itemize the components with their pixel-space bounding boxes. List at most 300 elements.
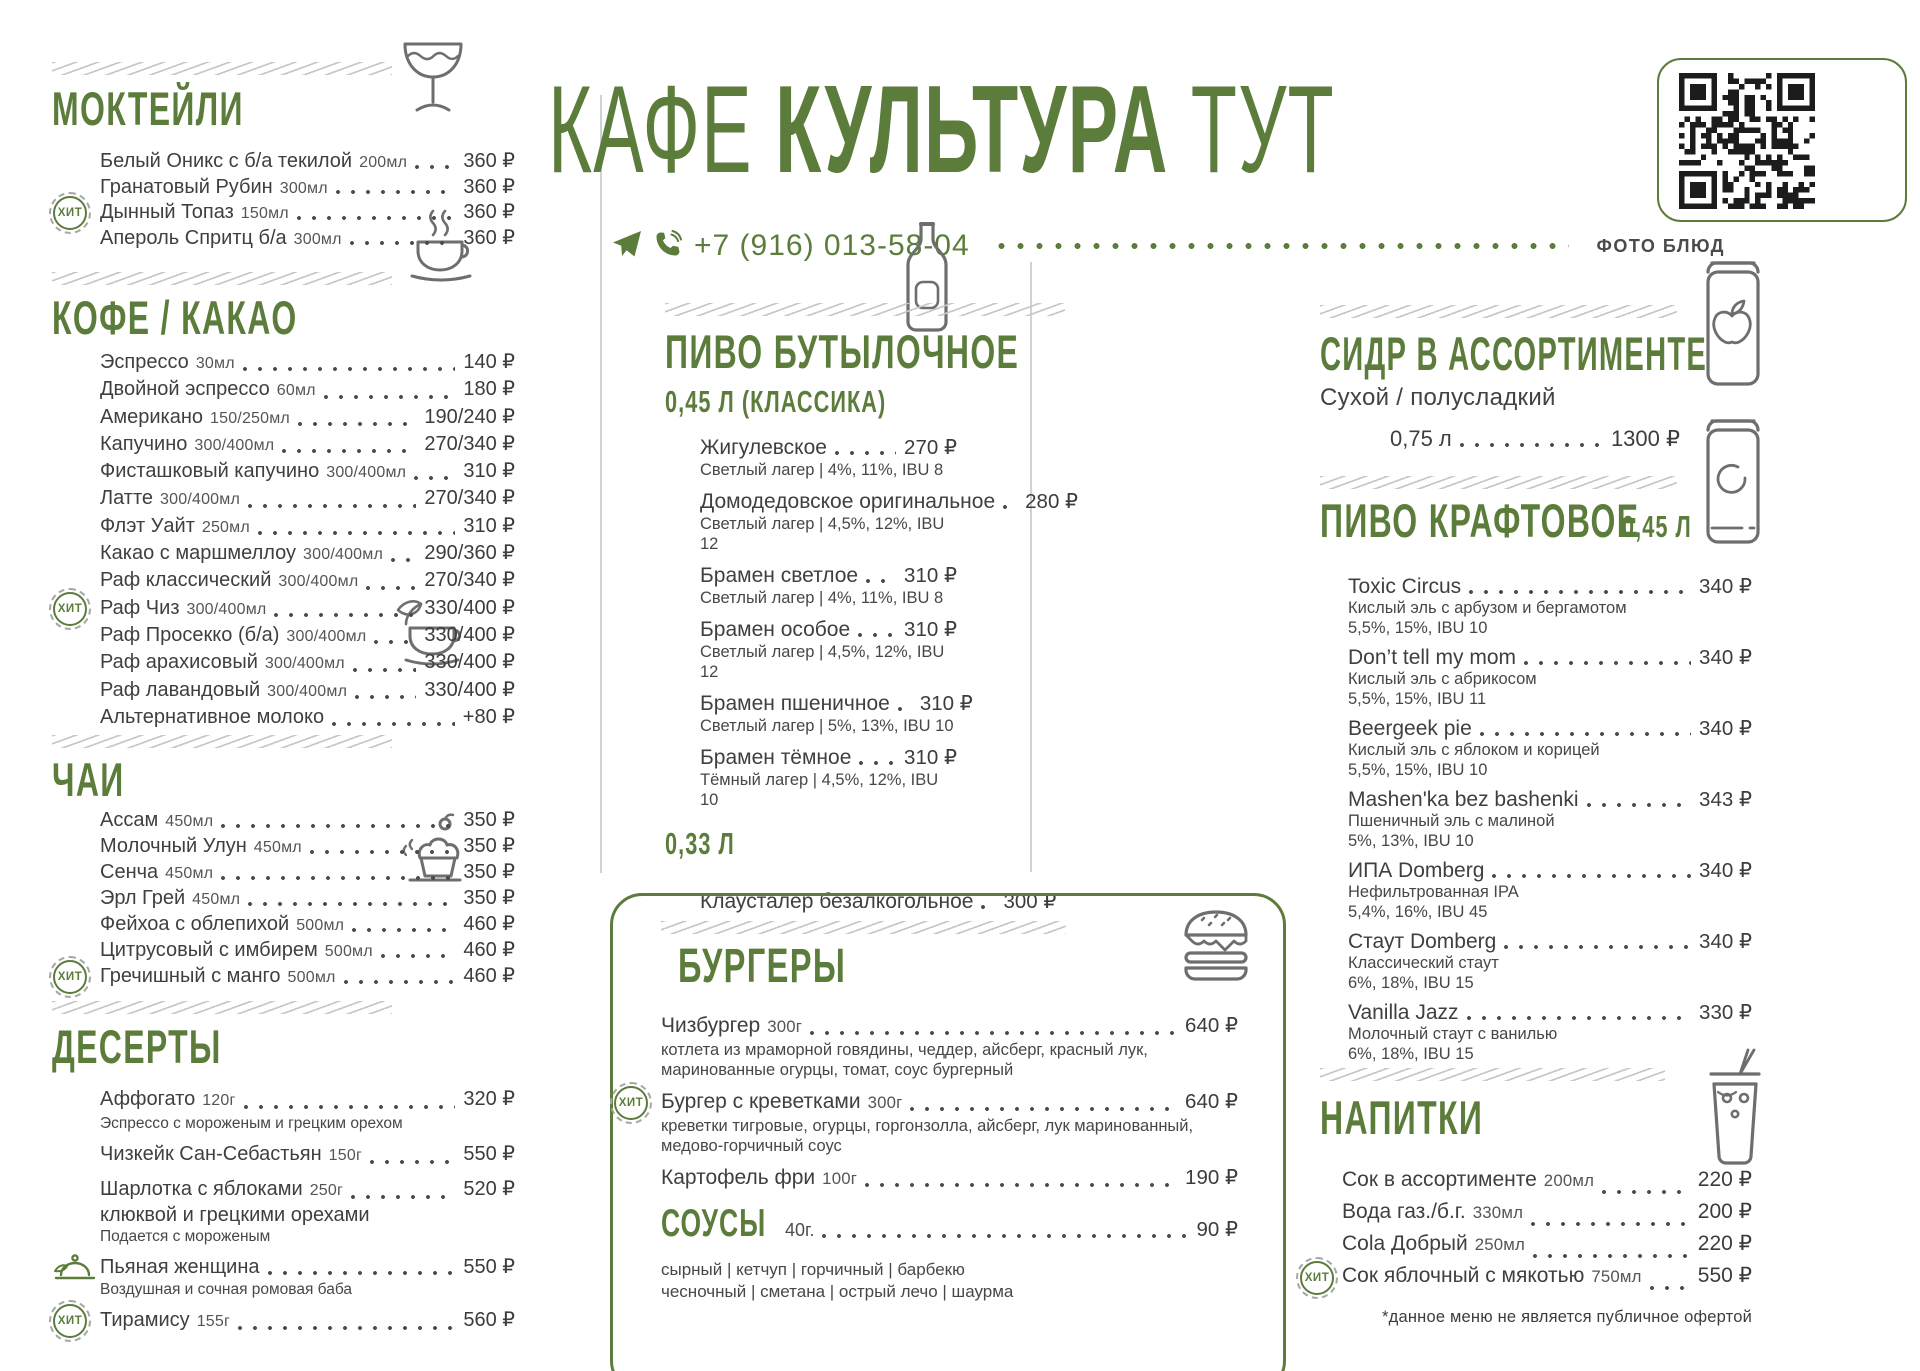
item-name: Раф классический 300/400мл [100, 569, 359, 592]
section-title: КОФЕ / КАКАО [52, 291, 298, 344]
item-main-line [100, 1254, 515, 1280]
menu-item-row [100, 148, 515, 174]
dotted-leader [1003, 505, 1017, 509]
hit-badge [53, 1251, 93, 1291]
dotted-leader [1531, 1222, 1690, 1226]
item-price: 310 ₽ [904, 746, 957, 769]
item-price: 340 ₽ [1699, 859, 1752, 882]
section-title: СОУСЫ [661, 1202, 767, 1245]
menu-item-row [1320, 574, 1752, 638]
dotted-leader [1504, 945, 1691, 949]
item-name: Брамен тёмное [700, 746, 852, 769]
dotted-leader [1480, 732, 1691, 736]
sauce-options-line1: сырный | кетчуп | горчичный | барбекю [661, 1260, 965, 1279]
item-description: Светлый лагер | 4,5%, 12%, IBU 12 [700, 643, 945, 681]
item-price: 270/340 ₽ [424, 569, 515, 592]
item-price: 340 ₽ [1699, 575, 1752, 598]
menu-item-row [665, 563, 957, 608]
item-list [50, 807, 515, 989]
item-main-line [1348, 858, 1752, 883]
dotted-leader [858, 633, 896, 637]
menu-item-row [665, 745, 957, 810]
section-volume: 0,45 Л [1622, 509, 1692, 544]
item-price: 310 ₽ [904, 618, 957, 641]
menu-item-row [1320, 858, 1752, 922]
sauce-price: 90 ₽ [1196, 1218, 1238, 1241]
menu-item-row [618, 1089, 1238, 1156]
item-description: Светлый лагер | 5%, 13%, IBU 10 [700, 717, 954, 735]
item-main-line [1348, 574, 1752, 599]
menu-item-row [665, 489, 1079, 554]
item-description: креветки тигровые, огурцы, горгонзолла, айсберг, лук маринованный, медово-горчичный соус [661, 1117, 1194, 1155]
item-name: Брамен пшеничное [700, 692, 890, 715]
item-name-line2: клюквой и грецкими орехами [100, 1204, 370, 1227]
dotted-leader [370, 1160, 455, 1164]
dotted-leader [248, 504, 416, 508]
section-divider [1320, 305, 1677, 318]
item-name: Вода газ./б.г. 330мл [1342, 1200, 1524, 1223]
dotted-leader [810, 1031, 1177, 1035]
item-list [665, 435, 1079, 810]
item-name: Домодедовское оригинальное [700, 490, 996, 513]
section-heading-row [1320, 494, 1752, 547]
dotted-leader [258, 531, 455, 535]
section-teas [50, 735, 515, 989]
dotted-leader [391, 558, 416, 562]
item-main-line [700, 617, 957, 642]
dotted-leader [1533, 1254, 1690, 1258]
left-column [50, 62, 515, 1342]
legal-footnote: *данное меню не является публичное офертой [1382, 1308, 1752, 1326]
item-name: Брамен особое [700, 618, 851, 641]
dotted-leader [221, 876, 455, 880]
dotted-leader [351, 1195, 455, 1199]
menu-item-row [661, 1165, 1238, 1192]
item-name: Фисташковый капучино 300/400мл [100, 460, 407, 483]
item-price: 343 ₽ [1699, 788, 1752, 811]
item-description: котлета из мраморной говядины, чеддер, айсберг, красный лук, маринованные огурцы, томат, соус бургерный [661, 1041, 1148, 1079]
item-price: 350 ₽ [463, 861, 515, 884]
hit-badge: ХИТ [53, 960, 93, 1000]
menu-item-row [57, 199, 515, 225]
menu-item-row [1320, 1000, 1752, 1064]
sauce-options-line2: чесночный | сметана | острый лечо | шаурма [661, 1282, 1014, 1301]
item-name: Гречишный с манго 500мл [100, 965, 336, 988]
dotted-leader [238, 1326, 455, 1330]
item-price: 270/340 ₽ [424, 432, 515, 455]
item-price: 360 ₽ [463, 201, 515, 223]
item-price: 360 ₽ [463, 150, 515, 172]
item-price: 290/360 ₽ [424, 542, 515, 565]
item-price: 350 ₽ [463, 887, 515, 910]
item-name: Цитрусовый с имбирем 500мл [100, 939, 373, 962]
section-title: ПИВО БУТЫЛОЧНОЕ [665, 325, 1020, 378]
item-name: Сок в ассортименте 200мл [1342, 1168, 1595, 1191]
item-price: 200 ₽ [1697, 1200, 1752, 1223]
item-price: 350 ₽ [463, 809, 515, 832]
menu-item-row [1320, 929, 1752, 993]
item-name: Тирамису 155г [100, 1309, 231, 1332]
item-name: Американо 150/250мл [100, 405, 290, 428]
menu-item-row [100, 704, 515, 731]
dotted-leader [822, 1234, 1188, 1238]
item-price: 460 ₽ [463, 965, 515, 988]
item-name: Гранатовый Рубин 300мл [100, 175, 328, 198]
section-divider [52, 62, 392, 75]
item-name: Белый Оникс с б/а текилой 200мл [100, 150, 408, 172]
item-name: Vanilla Jazz [1348, 1001, 1459, 1024]
item-specs: 6%, 18%, IBU 15 [1348, 973, 1474, 992]
menu-item-row [1342, 1199, 1752, 1231]
item-price: 640 ₽ [1185, 1014, 1238, 1037]
item-name: Какао с маршмеллоу 300/400мл [100, 542, 384, 565]
item-list [50, 148, 515, 250]
item-name: Флэт Уайт 250мл [100, 514, 250, 537]
menu-item-row [665, 435, 957, 480]
section-bottled-beer [665, 303, 1079, 914]
item-name: Картофель фри 100г [661, 1166, 858, 1189]
item-main-line [1348, 1000, 1752, 1025]
section-coffee [50, 272, 515, 731]
menu-item-row [57, 1307, 515, 1335]
item-specs: 5,4%, 16%, IBU 45 [1348, 902, 1488, 921]
item-name: Латте 300/400мл [100, 487, 241, 510]
item-name: Альтернативное молоко [100, 705, 325, 728]
section-desserts [50, 1001, 515, 1335]
dotted-leader [1467, 1016, 1692, 1020]
dotted-leader [324, 395, 456, 399]
menu-item-row [1320, 787, 1752, 851]
item-price: 1300 ₽ [1610, 426, 1680, 451]
qr-code-frame [1657, 58, 1907, 222]
item-name: Дынный Топаз 150мл [100, 201, 289, 223]
item-price: 330/400 ₽ [424, 678, 515, 701]
item-list [1304, 1167, 1752, 1295]
column-divider-left [600, 95, 602, 873]
dotted-leader [859, 761, 896, 765]
menu-item-row [100, 404, 515, 431]
item-specs: 5%, 13%, IBU 10 [1348, 831, 1474, 850]
item-price: 220 ₽ [1697, 1168, 1752, 1191]
dotted-leader [1587, 803, 1692, 807]
item-description: Подается с мороженым [100, 1228, 271, 1246]
phone-number[interactable]: +7 (916) 013-58-04 [694, 229, 970, 262]
item-price: 350 ₽ [463, 835, 515, 858]
dotted-leader [344, 980, 456, 984]
menu-item-row [665, 691, 973, 736]
item-name: Ассам 450мл [100, 809, 214, 832]
section-title: ЧАИ [52, 753, 125, 807]
dotted-leader [414, 476, 455, 480]
item-specs: 6%, 18%, IBU 15 [1348, 1044, 1474, 1063]
item-name: Cola Добрый 250мл [1342, 1232, 1526, 1255]
menu-item-row [100, 807, 515, 833]
title-word-tut: ТУТ [1190, 61, 1335, 199]
phone-icon [654, 230, 682, 263]
item-name: Раф Чиз 300/400мл [100, 596, 267, 619]
item-name: Шарлотка с яблоками 250г [100, 1178, 344, 1201]
item-price: 550 ₽ [1697, 1264, 1752, 1287]
item-list [50, 1086, 515, 1335]
dotted-leader [297, 216, 456, 220]
item-name: Аффогато 120г [100, 1088, 236, 1111]
hit-badge: ХИТ [1300, 1261, 1340, 1301]
title-word-kultura: КУЛЬТУРА [775, 61, 1169, 199]
item-price: 270 ₽ [904, 436, 957, 459]
item-price: 550 ₽ [463, 1143, 515, 1166]
item-price: 310 ₽ [463, 514, 515, 537]
menu-item-row [661, 1013, 1238, 1080]
item-price: 320 ₽ [463, 1088, 515, 1111]
item-price: 220 ₽ [1697, 1232, 1752, 1255]
menu-item-row [57, 963, 515, 989]
section-divider [1320, 476, 1677, 489]
item-main-line [1348, 787, 1752, 812]
dotted-leader [298, 422, 416, 426]
item-name: Бургер с креветками 300г [661, 1090, 903, 1113]
menu-item-row [100, 937, 515, 963]
item-price: 330 ₽ [1699, 1001, 1752, 1024]
item-description: Кислый эль с абрикосом [1348, 670, 1537, 688]
dotted-leader [366, 586, 416, 590]
hit-badge: ХИТ [614, 1086, 654, 1126]
menu-item-row [100, 349, 515, 376]
section-divider [665, 303, 1065, 316]
item-description: Тёмный лагер | 4,5%, 12%, IBU 10 [700, 771, 939, 809]
sauces-heading-row [661, 1204, 1238, 1243]
menu-item-row [665, 617, 957, 682]
section-title: ДЕСЕРТЫ [52, 1020, 222, 1074]
menu-item-row [1342, 1231, 1752, 1263]
dotted-leader [243, 367, 456, 371]
menu-item-row [100, 513, 515, 540]
item-name: Toxic Circus [1348, 575, 1462, 598]
menu-item-row [100, 376, 515, 403]
item-name: Сок яблочный с мякотью 750мл [1342, 1264, 1642, 1287]
hit-badge: ХИТ [53, 592, 93, 632]
item-price: 190 ₽ [1185, 1166, 1238, 1189]
menu-item-row [100, 1176, 515, 1247]
menu-item-row [100, 485, 515, 512]
item-name: Брамен светлое [700, 564, 859, 587]
item-main-line [100, 1086, 515, 1114]
dotted-leader [274, 613, 416, 617]
dotted-leader [244, 1105, 456, 1109]
dotted-leader [221, 824, 455, 828]
section-divider [52, 735, 392, 748]
dotted-leader [353, 668, 417, 672]
dotted-leader [332, 722, 455, 726]
dotted-leader [910, 1107, 1177, 1111]
item-name: Эспрессо 30мл [100, 351, 235, 373]
dotted-leader-green [998, 242, 1569, 250]
menu-item-row [100, 833, 515, 859]
item-description: Кислый эль с яблоком и корицей [1348, 741, 1600, 759]
telegram-icon [612, 230, 642, 263]
item-name: Раф лавандовый 300/400мл [100, 678, 348, 701]
item-description: Классический стаут [1348, 954, 1499, 972]
menu-item-row [100, 540, 515, 567]
item-name: Раф Просекко (б/а) 300/400мл [100, 623, 367, 646]
item-name: Капучино 300/400мл [100, 432, 275, 455]
dotted-leader [1460, 443, 1603, 447]
menu-item-row [100, 431, 515, 458]
item-name: Стаут Domberg [1348, 930, 1497, 953]
item-main-line [1348, 929, 1752, 954]
item-price: 520 ₽ [463, 1178, 515, 1201]
item-price: 460 ₽ [463, 913, 515, 936]
item-price: 640 ₽ [1185, 1090, 1238, 1113]
item-price: 300 ₽ [1003, 890, 1057, 913]
item-main-line [1348, 645, 1752, 670]
item-list [1320, 574, 1752, 1064]
item-price: 310 ₽ [919, 692, 973, 715]
dotted-leader [310, 850, 456, 854]
section-title: СИДР В АССОРТИМЕНТЕ [1320, 327, 1708, 380]
menu-item-row [1320, 716, 1752, 780]
item-price: 190/240 ₽ [424, 405, 515, 428]
item-description: Эспрессо с мороженым и грецким орехом [100, 1115, 403, 1133]
dotted-leader [865, 1183, 1177, 1187]
item-main-line [700, 489, 1079, 514]
section-divider [52, 1001, 392, 1014]
sauce-size: 40г. [785, 1220, 815, 1240]
menu-item-row [100, 567, 515, 594]
menu-item-row [100, 859, 515, 885]
section-divider [52, 272, 392, 285]
section-divider [661, 921, 1066, 934]
menu-item-row [100, 1254, 515, 1300]
photo-dishes-label: ФОТО БЛЮД [1596, 235, 1725, 256]
dotted-leader [374, 640, 416, 644]
item-price: 340 ₽ [1699, 646, 1752, 669]
item-name: ИПА Domberg [1348, 859, 1485, 882]
item-description: Кислый эль с арбузом и бергамотом [1348, 599, 1627, 617]
menu-item-row [100, 1141, 515, 1169]
item-name: Mashen'ka bez bashenki [1348, 788, 1579, 811]
section-burgers [610, 893, 1286, 1371]
dotted-leader [866, 579, 896, 583]
hit-badge: ХИТ [53, 1304, 93, 1344]
item-main-line [700, 563, 957, 588]
item-main-line [100, 1307, 515, 1335]
item-description: Молочный стаут с ванилью [1348, 1025, 1558, 1043]
item-name: Раф арахисовый 300/400мл [100, 651, 345, 674]
dotted-leader [336, 190, 456, 194]
item-main-line [700, 691, 973, 716]
item-price: 140 ₽ [463, 351, 515, 373]
item-specs: 5,5%, 15%, IBU 10 [1348, 618, 1488, 637]
item-price: 460 ₽ [463, 939, 515, 962]
item-main-line [100, 1176, 515, 1204]
dotted-leader [1469, 590, 1691, 594]
menu-item-row [100, 885, 515, 911]
item-description: Светлый лагер | 4%, 11%, IBU 8 [700, 461, 944, 479]
item-price: 310 ₽ [463, 460, 515, 483]
item-main-line [661, 1165, 1238, 1192]
dotted-leader [248, 902, 455, 906]
dotted-leader [282, 449, 416, 453]
item-name: Чизбургер 300г [661, 1014, 803, 1037]
hit-badge: ХИТ [53, 196, 93, 236]
item-description: Светлый лагер | 4%, 11%, IBU 8 [700, 589, 944, 607]
page-title [548, 61, 1335, 199]
dotted-leader [350, 241, 456, 245]
item-volume: 0,75 л [1390, 426, 1452, 451]
section-divider [1320, 1068, 1665, 1081]
item-name: Фейхоа с облепихой 500мл [100, 913, 345, 936]
item-price: 270/340 ₽ [424, 487, 515, 510]
item-specs: 5,5%, 15%, IBU 10 [1348, 760, 1488, 779]
item-price: 340 ₽ [1699, 717, 1752, 740]
dotted-leader [352, 928, 455, 932]
menu-item-row [100, 458, 515, 485]
item-description: Воздушная и сочная ромовая баба [100, 1281, 352, 1299]
item-price: 330/400 ₽ [424, 623, 515, 646]
dotted-leader [415, 165, 455, 169]
menu-item-row [100, 649, 515, 676]
item-price: 310 ₽ [904, 564, 957, 587]
menu-item-row [100, 1086, 515, 1134]
item-name: Пьяная женщина [100, 1256, 260, 1279]
column-divider-right [1030, 262, 1032, 872]
item-name: Двойной эспрессо 60мл [100, 378, 316, 401]
section-subtitle: Сухой / полусладкий [1320, 384, 1556, 411]
section-title: ПИВО КРАФТОВОЕ [1320, 494, 1640, 547]
item-price: 340 ₽ [1699, 930, 1752, 953]
section-drinks [1304, 1068, 1752, 1327]
item-main-line [700, 435, 957, 460]
item-list [618, 1013, 1238, 1192]
menu-item-row [100, 174, 515, 200]
dish-cloche-icon [53, 1251, 93, 1289]
dotted-leader [1524, 661, 1691, 665]
menu-item-row [100, 911, 515, 937]
item-name: Апероль Спритц б/а 300мл [100, 226, 342, 249]
item-main-line [661, 1013, 1238, 1040]
item-name: Сенча 450мл [100, 861, 214, 884]
section-cider [1320, 305, 1760, 452]
item-name: Молочный Улун 450мл [100, 835, 302, 858]
item-price: 280 ₽ [1025, 490, 1079, 513]
item-list [50, 349, 515, 731]
contact-row [612, 224, 1725, 268]
section-mocktails [50, 62, 515, 250]
dotted-leader [1492, 874, 1691, 878]
section-craft-beer [1320, 476, 1752, 1071]
section-title: БУРГЕРЫ [678, 940, 847, 993]
dotted-leader [898, 707, 912, 711]
item-main-line [1348, 716, 1752, 741]
item-price: 330/400 ₽ [424, 596, 515, 619]
item-price: 180 ₽ [463, 378, 515, 401]
item-price: 550 ₽ [463, 1256, 515, 1279]
dotted-leader [355, 695, 416, 699]
item-main-line [661, 1089, 1238, 1116]
menu-item-row [100, 225, 515, 251]
menu-item-row [1342, 1167, 1752, 1199]
title-word-kafe: КАФЕ [548, 61, 753, 199]
qr-code[interactable] [1679, 73, 1815, 209]
item-price: 330/400 ₽ [424, 651, 515, 674]
item-description: Светлый лагер | 4,5%, 12%, IBU 12 [700, 515, 945, 553]
menu-item-row [1304, 1263, 1752, 1295]
dotted-leader [268, 1271, 456, 1275]
menu-item-row [100, 622, 515, 649]
dotted-leader [1650, 1286, 1690, 1290]
item-name: Жигулевское [700, 436, 827, 459]
item-price: 360 ₽ [463, 175, 515, 198]
